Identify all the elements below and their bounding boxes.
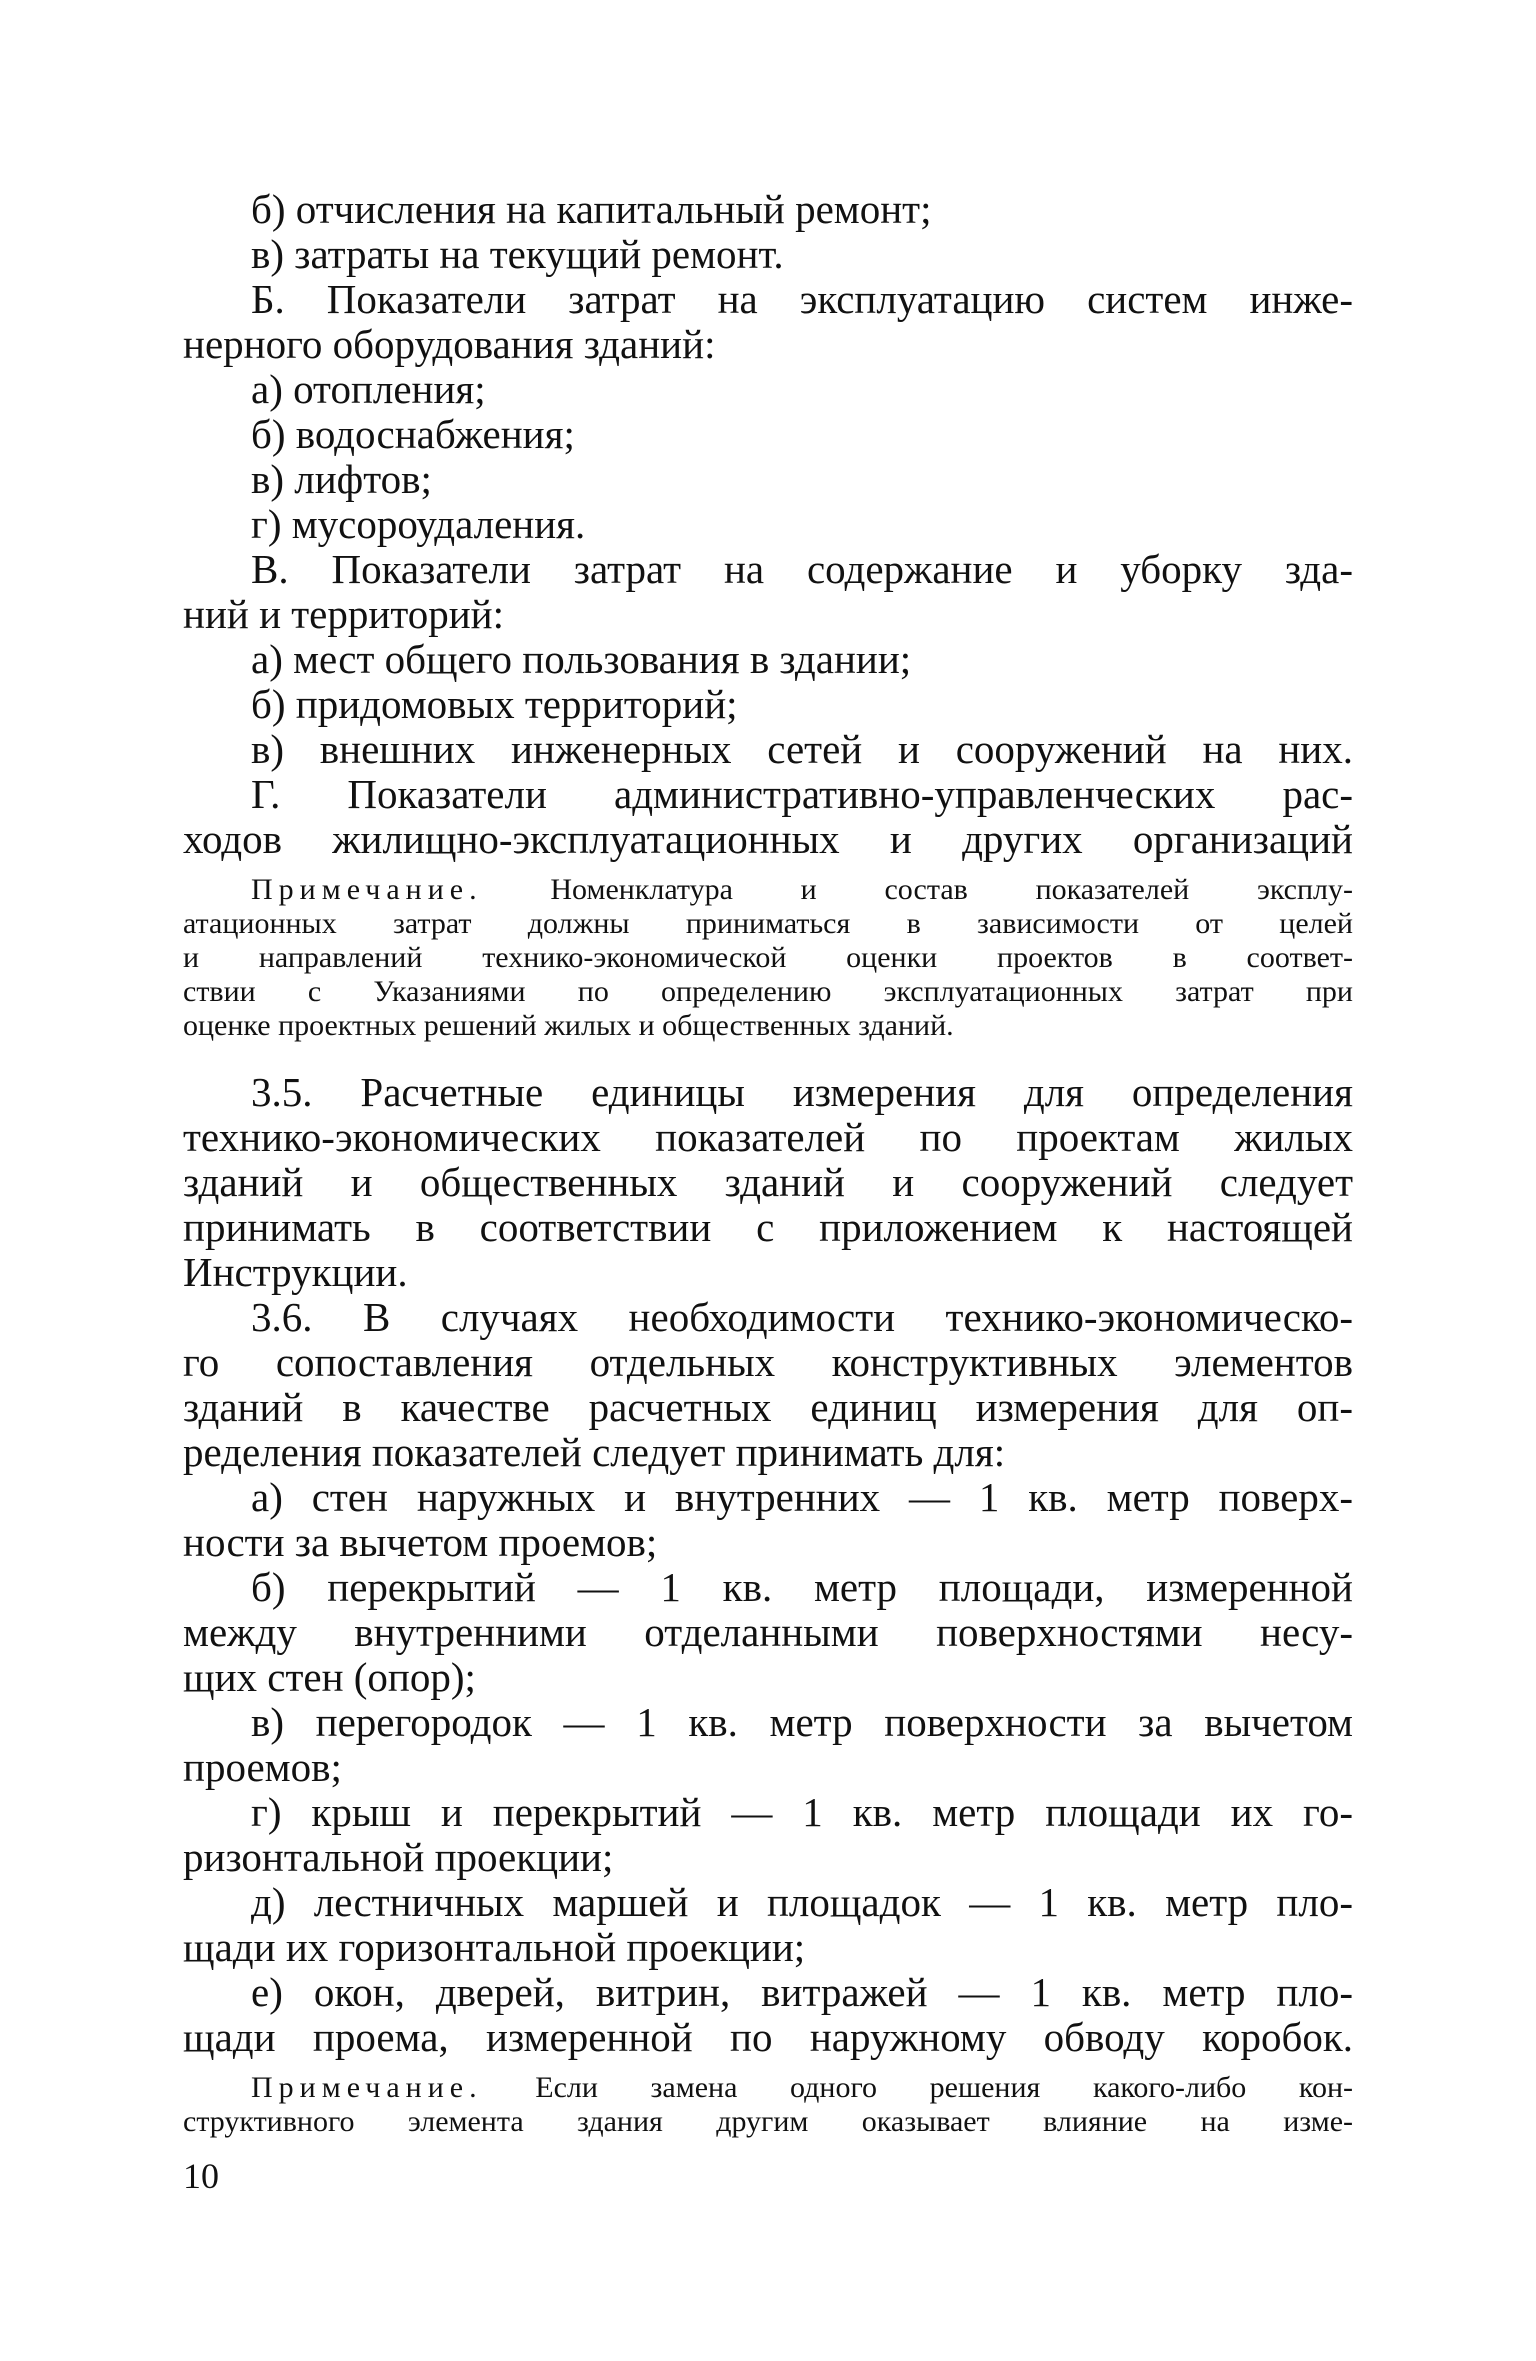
- section-3-6-line: го сопоставления отдельных конструктивных элементов: [183, 1339, 1353, 1385]
- list-item-continuation: щади проема, измеренной по наружному обводу коробок.: [183, 2014, 1353, 2060]
- list-item-continuation: щих стен (опор);: [183, 1654, 476, 1700]
- paragraph-line: В. Показатели затрат на содержание и уборку зда-: [251, 546, 1353, 592]
- list-item: г) мусороудаления.: [251, 501, 586, 547]
- note-line: и направлений технико-экономической оценки проектов в соответ-: [183, 941, 1353, 974]
- list-item: в) внешних инженерных сетей и сооружений на них.: [251, 726, 1353, 772]
- note-first-line: [183, 872, 1353, 908]
- note-line: структивного элемента здания другим оказывает влияние на изме-: [183, 2105, 1353, 2138]
- list-item: а) отопления;: [251, 366, 486, 412]
- list-item-continuation: между внутренними отделанными поверхностями несу-: [183, 1609, 1353, 1655]
- list-item: б) перекрытий — 1 кв. метр площади, измеренной: [251, 1564, 1353, 1610]
- note-label: Примечание.: [251, 873, 483, 906]
- note-text: Номенклатура и состав показателей эксплу-: [550, 873, 1353, 906]
- list-item: а) мест общего пользования в здании;: [251, 636, 912, 682]
- list-item: б) водоснабжения;: [251, 411, 575, 457]
- note-first-line: [183, 2070, 1353, 2106]
- list-item: г) крыш и перекрытий — 1 кв. метр площади их го-: [251, 1789, 1353, 1835]
- section-3-5-line: Инструкции.: [183, 1249, 408, 1295]
- paragraph-line: ходов жилищно-эксплуатационных и других организаций: [183, 816, 1353, 862]
- list-item: б) придомовых территорий;: [251, 681, 738, 727]
- list-item: д) лестничных маршей и площадок — 1 кв. метр пло-: [251, 1879, 1353, 1925]
- section-3-5-line: 3.5. Расчетные единицы измерения для определения: [251, 1069, 1353, 1115]
- section-3-6-line: 3.6. В случаях необходимости технико-экономическо-: [251, 1294, 1353, 1340]
- list-item: б) отчисления на капитальный ремонт;: [251, 186, 932, 232]
- list-item-continuation: проемов;: [183, 1744, 342, 1790]
- note-text: Если замена одного решения какого-либо кон-: [535, 2071, 1354, 2104]
- paragraph-line: Г. Показатели административно-управленческих рас-: [251, 771, 1353, 817]
- note-line: атационных затрат должны приниматься в зависимости от целей: [183, 907, 1353, 940]
- section-3-6-line: зданий в качестве расчетных единиц измерения для оп-: [183, 1384, 1353, 1430]
- note-line: ствии с Указаниями по определению эксплуатационных затрат при: [183, 975, 1353, 1008]
- list-item: е) окон, дверей, витрин, витражей — 1 кв. метр пло-: [251, 1969, 1353, 2015]
- list-item: в) затраты на текущий ремонт.: [251, 231, 784, 277]
- list-item-continuation: щади их горизонтальной проекции;: [183, 1924, 806, 1970]
- list-item-continuation: ризонтальной проекции;: [183, 1834, 614, 1880]
- page-number: 10: [183, 2156, 219, 2196]
- list-item: в) перегородок — 1 кв. метр поверхности за вычетом: [251, 1699, 1353, 1745]
- paragraph-line: Б. Показатели затрат на эксплуатацию систем инже-: [251, 276, 1353, 322]
- list-item-continuation: ности за вычетом проемов;: [183, 1519, 658, 1565]
- paragraph-line: нерного оборудования зданий:: [183, 321, 716, 367]
- note-line: оценке проектных решений жилых и общественных зданий.: [183, 1009, 954, 1042]
- paragraph-line: ний и территорий:: [183, 591, 504, 637]
- section-3-5-line: зданий и общественных зданий и сооружений следует: [183, 1159, 1353, 1205]
- section-3-5-line: принимать в соответствии с приложением к настоящей: [183, 1204, 1353, 1250]
- section-3-6-line: ределения показателей следует принимать для:: [183, 1429, 1006, 1475]
- list-item: а) стен наружных и внутренних — 1 кв. метр поверх-: [251, 1474, 1353, 1520]
- list-item: в) лифтов;: [251, 456, 432, 502]
- section-3-5-line: технико-экономических показателей по проектам жилых: [183, 1114, 1353, 1160]
- note-label: Примечание.: [251, 2071, 483, 2104]
